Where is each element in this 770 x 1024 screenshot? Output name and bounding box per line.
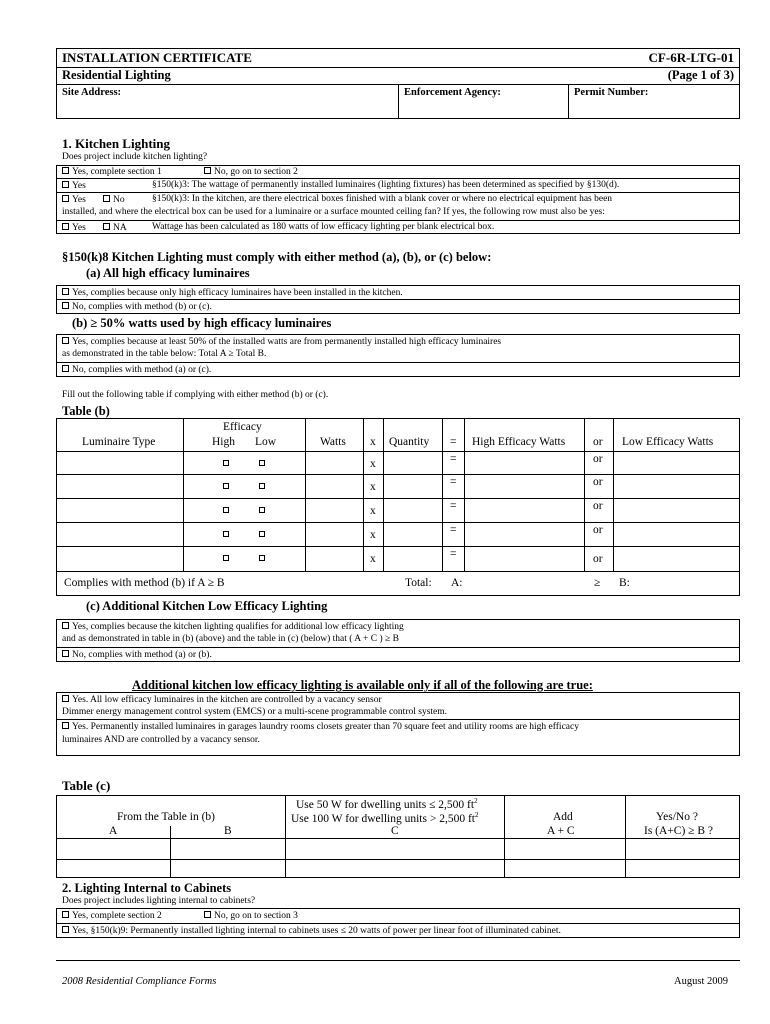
method-a-no-checkbox[interactable] [62,302,69,309]
section2-heading: 2. Lighting Internal to Cabinets [62,881,232,895]
row-or: or [593,476,603,488]
low-efficacy-checkbox[interactable] [259,460,265,466]
method-c-heading: (c) Additional Kitchen Low Efficacy Lighting [86,599,328,613]
col-low: Low [255,436,277,448]
high-efficacy-checkbox[interactable] [223,483,229,489]
blank-box-statement-2: installed, and where the electrical box can be used for a luminaire or a surface mounted ceiling fan? If yes, the following row must also be yes: [62,207,605,217]
form-id: CF-6R-LTG-01 [648,50,734,65]
form-subtitle: Residential Lighting [62,68,171,82]
use-100w: Use 100 W for dwelling units > 2,500 $ft^2$ [291,811,479,825]
method-b-heading: (b) ≥ 50% watts used by high efficacy luminaires [72,316,332,330]
method-c-no-checkbox[interactable] [62,650,69,657]
additional-heading: Additional kitchen low efficacy lighting is available only if all of the following are true: [132,678,593,692]
cabinet-lighting-label: Yes, §150(k)9: Permanently installed lighting internal to cabinets uses ≤ 20 watts of power per linear foot of illuminated cabinet. [72,926,561,936]
add-label: Add [553,811,573,823]
low-efficacy-checkbox[interactable] [259,531,265,537]
section2-question: Does project includes lighting internal to cabinets? [62,896,256,906]
table-b-title: Table (b) [62,404,110,418]
total-ge: ≥ [594,577,601,589]
garage-lighting-label-1: Yes. Permanently installed luminaires in garages laundry rooms closets greater than 70 square feet and utility rooms are high efficacy [72,722,579,732]
section1-yes-label: Yes, complete section 1 [72,167,162,177]
table-c-col-b: B [224,825,232,837]
row-or: or [593,553,603,565]
blank-box-no-label: No [113,195,125,205]
row-or: or [593,524,603,536]
blank-box-no-checkbox[interactable] [103,195,110,202]
footer-rule [56,960,740,961]
high-efficacy-checkbox[interactable] [223,555,229,561]
vacancy-sensor-label: Yes. All low efficacy luminaires in the kitchen are controlled by a vacancy sensor [72,695,382,705]
blank-box-yes-label: Yes [72,195,86,205]
method-c-yes-label-2: and as demonstrated in table in (b) (above) and the table in (c) (below) that ( A + C ) ≥ B [62,634,399,644]
total-a-label: A: [451,577,463,589]
table-c-title: Table (c) [62,778,111,793]
complies-method-b: Complies with method (b) if A ≥ B [64,577,225,589]
low-efficacy-checkbox[interactable] [259,483,265,489]
garage-lighting-label-2: luminaires AND are controlled by a vacancy sensor. [62,735,260,745]
methods-heading: §150(k)8 Kitchen Lighting must comply with either method (a), (b), or (c) below: [62,250,492,264]
row-or: or [593,453,603,465]
method-c-yes-label-1: Yes, complies because the kitchen lighting qualifies for additional low efficacy lighting [72,622,404,632]
row-x: x [370,553,376,565]
row-equals: = [450,524,457,536]
use-50w: Use 50 W for dwelling units ≤ 2,500 $ft^2$ [296,797,478,811]
table-b-instruction: Fill out the following table if complying with either method (b) or (c). [62,390,329,400]
section1-question: Does project include kitchen lighting? [62,152,208,162]
blank-box-watt-na-checkbox[interactable] [103,223,110,230]
col-or: or [593,436,603,448]
blank-box-statement-1: §150(k)3: In the kitchen, are there electrical boxes finished with a blank cover or where no electrical equipment has been [152,194,613,204]
method-a-yes-checkbox[interactable] [62,288,69,295]
row-equals: = [450,548,457,560]
permit-number-label: Permit Number: [574,87,649,98]
high-efficacy-checkbox[interactable] [223,460,229,466]
method-b-yes-label-2: as demonstrated in the table below: Total A ≥ Total B. [62,349,267,359]
wattage-yes-checkbox[interactable] [62,181,69,188]
high-efficacy-checkbox[interactable] [223,531,229,537]
emcs-label: Dimmer energy management control system (EMCS) or a multi-scene programmable control system. [62,707,448,717]
blank-box-watt-yes-label: Yes [72,223,86,233]
section1-no-label: No, go on to section 2 [214,167,298,177]
method-b-no-checkbox[interactable] [62,365,69,372]
section2-yes-checkbox[interactable] [62,911,69,918]
section1-heading: 1. Kitchen Lighting [62,136,170,151]
row-equals: = [450,500,457,512]
vacancy-sensor-checkbox[interactable] [62,695,69,702]
method-c-no-label: No, complies with method (a) or (b). [72,650,212,660]
col-quantity: Quantity [389,436,430,448]
yes-no-formula: Is (A+C) ≥ B ? [644,825,714,837]
garage-lighting-checkbox[interactable] [62,722,69,729]
form-title: INSTALLATION CERTIFICATE [62,50,252,65]
page-number: (Page 1 of 3) [667,68,734,82]
method-b-yes-label-1: Yes, complies because at least 50% of the installed watts are from permanently installed high efficacy luminaires [72,337,502,347]
method-a-heading: (a) All high efficacy luminaires [86,266,250,280]
col-efficacy: Efficacy [223,421,262,433]
method-b-yes-checkbox[interactable] [62,337,69,344]
method-a-no-label: No, complies with method (b) or (c). [72,302,212,312]
table-c-col-a: A [109,825,118,837]
total-b-label: B: [619,577,630,589]
section2-no-checkbox[interactable] [204,911,211,918]
row-x: x [370,529,376,541]
table-c-col-c: C [391,825,399,837]
high-efficacy-checkbox[interactable] [223,507,229,513]
row-x: x [370,481,376,493]
blank-box-yes-checkbox[interactable] [62,195,69,202]
site-address-label: Site Address: [62,87,122,98]
add-formula: A + C [547,825,575,837]
row-or: or [593,500,603,512]
col-x: x [370,436,376,448]
col-high-efficacy-watts: High Efficacy Watts [472,436,566,448]
method-a-yes-label: Yes, complies because only high efficacy luminaires have been installed in the kitchen. [72,288,403,298]
footer-right: August 2009 [674,976,728,987]
wattage-yes-label: Yes [72,181,86,191]
col-luminaire-type: Luminaire Type [82,436,156,448]
col-low-efficacy-watts: Low Efficacy Watts [622,436,714,448]
blank-box-watt-statement: Wattage has been calculated as 180 watts of low efficacy lighting per blank electrical box. [152,222,495,232]
col-high: High [212,436,235,448]
method-c-yes-checkbox[interactable] [62,622,69,629]
total-label: Total: [405,577,432,589]
section2-no-label: No, go on to section 3 [214,911,298,921]
from-table-b: From the Table in (b) [117,811,215,823]
method-b-no-label: No, complies with method (a) or (c). [72,365,212,375]
section1-no-checkbox[interactable] [204,167,211,174]
section1-yes-checkbox[interactable] [62,167,69,174]
col-watts: Watts [320,436,346,448]
low-efficacy-checkbox[interactable] [259,555,265,561]
col-equals: = [450,436,457,448]
row-x: x [370,505,376,517]
enforcement-agency-label: Enforcement Agency: [404,87,501,98]
yes-no-label: Yes/No ? [656,811,698,823]
row-equals: = [450,476,457,488]
blank-box-watt-yes-checkbox[interactable] [62,223,69,230]
wattage-statement: §150(k)3: The wattage of permanently installed luminaires (lighting fixtures) has been determined as specified by §130(d). [152,180,620,190]
blank-box-watt-na-label: NA [113,223,127,233]
cabinet-lighting-checkbox[interactable] [62,926,69,933]
low-efficacy-checkbox[interactable] [259,507,265,513]
footer-left: 2008 Residential Compliance Forms [62,976,217,987]
row-equals: = [450,453,457,465]
row-x: x [370,458,376,470]
section2-yes-label: Yes, complete section 2 [72,911,162,921]
